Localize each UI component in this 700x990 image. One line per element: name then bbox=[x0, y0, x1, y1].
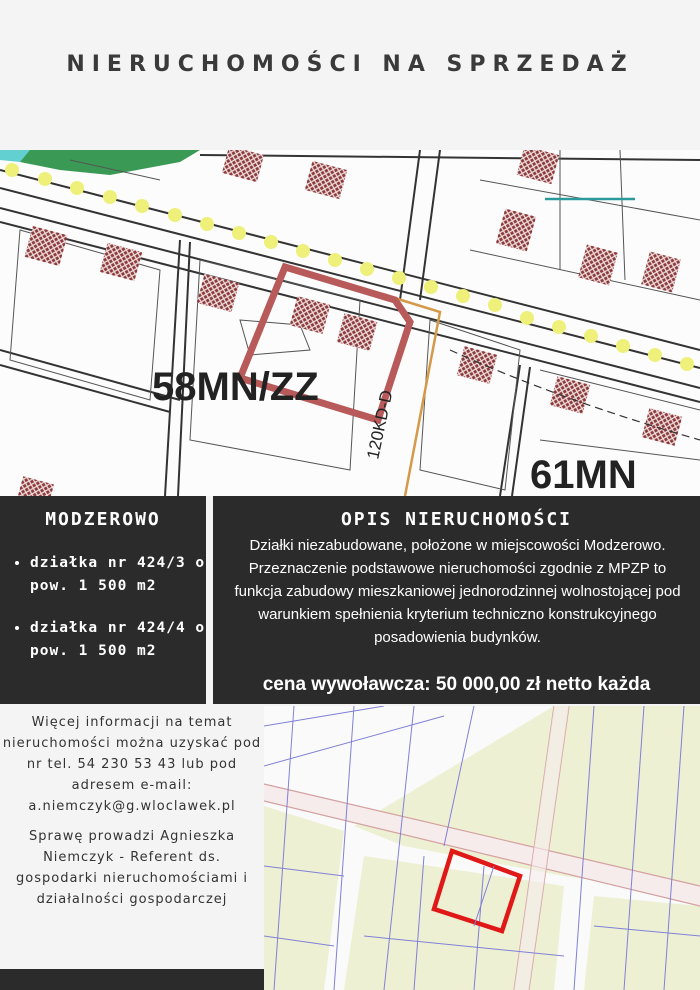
location-heading: MODZEROWO bbox=[45, 509, 161, 530]
description-panel bbox=[213, 496, 700, 704]
description-heading: OPIS NIERUCHOMOŚCI bbox=[340, 509, 573, 530]
zoning-map bbox=[0, 150, 700, 496]
plot-item: • działka nr 424/3 o pow. 1 500 m2 bbox=[30, 552, 206, 598]
zone-label-61mn: 61MN bbox=[530, 453, 637, 496]
contact-info: Więcej informacji na temat nieruchomości można uzyskać pod nr tel. 54 230 53 43 lub pod adresem e-mail: a.niemczyk@g.wloclawek.pl bbox=[2, 715, 262, 814]
zoning-map-drawing bbox=[0, 150, 700, 496]
cadastral-map-drawing bbox=[264, 706, 700, 990]
zone-label-58mn: 58MN/ZZ bbox=[152, 365, 319, 409]
plot-item: • działka nr 424/4 o pow. 1 500 m2 bbox=[30, 617, 206, 663]
plot-list bbox=[30, 552, 206, 663]
footer-bar bbox=[0, 969, 264, 990]
description-body: Działki niezabudowane, położone w miejscowości Modzerowo. Przeznaczenie podstawowe nieruchomości zgodnie z MPZP to funkcja zabudowy mieszkaniowej jednorodzinnej wolnostojącej pod warunkiem spełnienia kryterium techniczno konstrukcyjnego posadowienia budynków. bbox=[234, 537, 681, 646]
road-label: 120KD-D bbox=[363, 388, 397, 461]
asking-price: cena wywoławcza: 50 000,00 zł netto każda bbox=[262, 674, 651, 695]
location-panel bbox=[0, 496, 206, 704]
case-officer: Sprawę prowadzi Agnieszka Niemczyk - Referent ds. gospodarki nieruchomościami i działalności gospodarczej bbox=[16, 829, 248, 907]
cadastral-map bbox=[264, 706, 700, 990]
page-title: NIERUCHOMOŚCI NA SPRZEDAŻ bbox=[66, 52, 634, 77]
